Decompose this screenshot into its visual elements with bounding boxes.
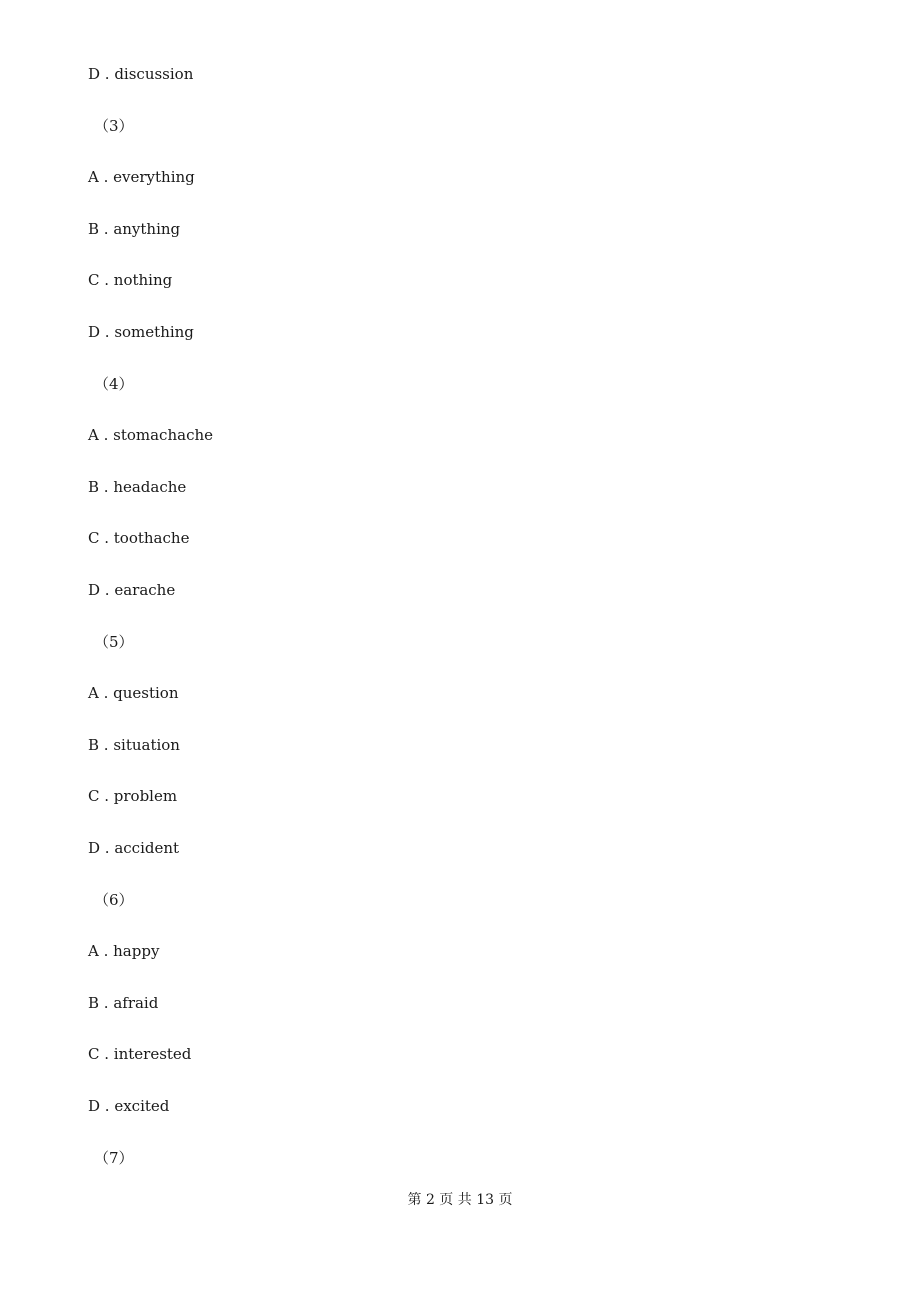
answer-option: D . discussion (88, 65, 194, 83)
answer-option: B . situation (88, 735, 180, 754)
answer-option: C . toothache (88, 529, 190, 548)
answer-option: C . problem (88, 787, 178, 806)
answer-option: C . nothing (88, 271, 173, 290)
question-number: （7） (94, 1148, 134, 1167)
answer-option: A . stomachache (88, 426, 214, 445)
answer-option: B . headache (88, 477, 187, 496)
answer-option: A . everything (88, 168, 195, 187)
answer-option: D . earache (88, 581, 176, 599)
question-number: （6） (94, 890, 134, 909)
answer-option: A . happy (88, 942, 160, 961)
answer-option: B . afraid (88, 993, 159, 1012)
question-number: （5） (94, 632, 134, 651)
page-footer: 第 2 页 共 13 页 (407, 1192, 513, 1208)
question-number: （3） (94, 116, 134, 135)
answer-option: D . excited (88, 1097, 170, 1115)
answer-option: C . interested (88, 1045, 192, 1064)
answer-option: D . something (88, 323, 194, 341)
question-number: （4） (94, 374, 134, 393)
answer-option: D . accident (88, 839, 180, 857)
answer-option: A . question (88, 684, 179, 703)
answer-option: B . anything (88, 219, 181, 238)
